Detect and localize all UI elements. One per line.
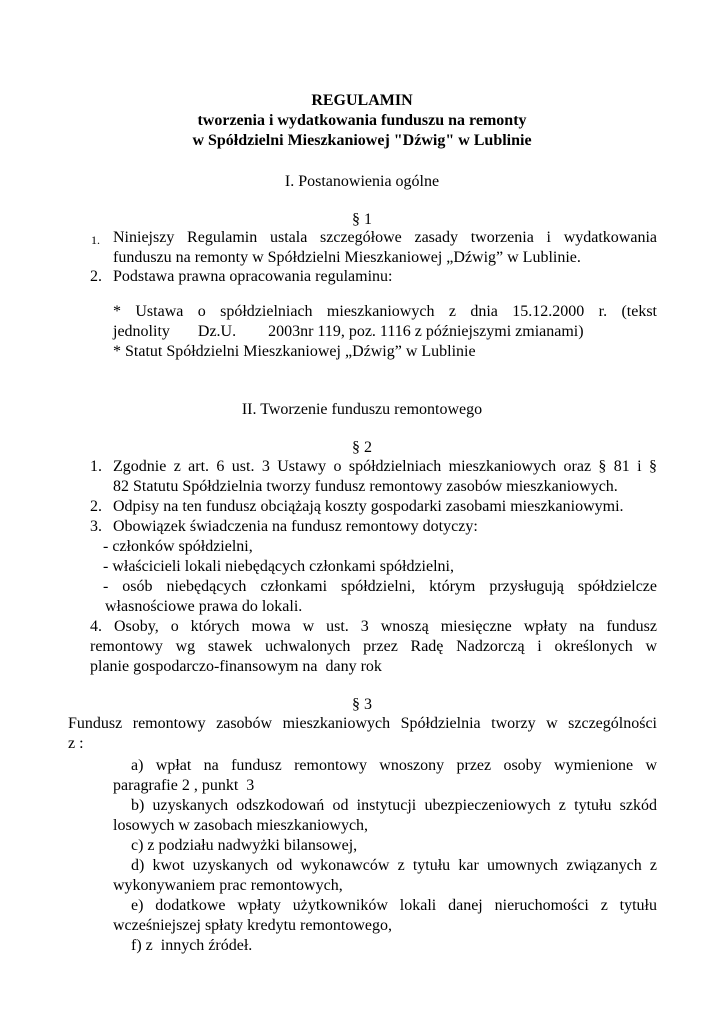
list-item-text: Obowiązek świadczenia na fundusz remontowy dotyczy: xyxy=(113,518,478,535)
list-item-text: wcześniejszej spłaty kredytu remontowego, xyxy=(113,917,393,934)
list-item-text: funduszu na remonty w Spółdzielni Mieszkaniowej „Dźwig” w Lublinie. xyxy=(113,249,581,266)
list-item-text: 4. Osoby, o których mowa w ust. 3 wnoszą miesięczne wpłaty na fundusz xyxy=(90,618,657,635)
paragraph-intro: Fundusz remontowy zasobów mieszkaniowych Spółdzielnia tworzy w szczególności xyxy=(68,715,657,732)
section-2-paragraph-sign: § 2 xyxy=(352,439,372,456)
legal-basis-line: * Statut Spółdzielni Mieszkaniowej „Dźwig” w Lublinie xyxy=(113,343,476,360)
document-title: REGULAMIN xyxy=(311,92,413,109)
list-item-text: remontowy wg stawek uchwalonych przez Radę Nadzorczą i określonych w xyxy=(90,638,657,655)
list-number: 2. xyxy=(90,498,102,515)
list-number: 1. xyxy=(91,233,100,247)
list-item-text: c) z podziału nadwyżki bilansowej, xyxy=(131,837,358,854)
list-number: 1. xyxy=(90,458,102,475)
paragraph-intro: z : xyxy=(68,735,84,752)
list-item-text: losowych w zasobach mieszkaniowych, xyxy=(113,817,369,834)
list-item-text: paragrafie 2 , punkt 3 xyxy=(113,777,255,794)
list-item-text: Niniejszy Regulamin ustala szczegółowe zasady tworzenia i wydatkowania xyxy=(113,229,657,246)
list-item-text: b) uzyskanych odszkodowań od instytucji ubezpieczeniowych z tytułu szkód xyxy=(131,797,657,814)
dash-item: własnościowe prawa do lokali. xyxy=(105,598,303,615)
list-item-text: f) z innych źródeł. xyxy=(131,937,253,954)
dash-item: - osób niebędących członkami spółdzielni, którym przysługują spółdzielcze xyxy=(103,578,657,595)
legal-basis-line: jednolity Dz.U. 2003nr 119, poz. 1116 z późniejszymi zmianami) xyxy=(113,323,584,340)
list-item-text: 82 Statutu Spółdzielnia tworzy fundusz remontowy zasobów mieszkaniowych. xyxy=(113,478,618,495)
document-subtitle-1: tworzenia i wydatkowania funduszu na remonty xyxy=(197,112,527,129)
list-item-text: a) wpłat na fundusz remontowy wnoszony przez osoby wymienione w xyxy=(131,757,657,774)
list-item-text: wykonywaniem prac remontowych, xyxy=(113,877,343,894)
list-number: 3. xyxy=(90,518,102,535)
list-item-text: planie gospodarczo-finansowym na dany rok xyxy=(90,658,382,675)
dash-item: - właścicieli lokali niebędących członkami spółdzielni, xyxy=(103,558,454,575)
document-subtitle-2: w Spółdzielni Mieszkaniowej "Dźwig" w Lublinie xyxy=(192,132,532,149)
list-number: 2. xyxy=(90,268,102,285)
list-item-text: Zgodnie z art. 6 ust. 3 Ustawy o spółdzielniach mieszkaniowych oraz § 81 i § xyxy=(113,458,657,475)
legal-basis-line: * Ustawa o spółdzielniach mieszkaniowych z dnia 15.12.2000 r. (tekst xyxy=(113,303,657,320)
list-item-text: d) kwot uzyskanych od wykonawców z tytułu kar umownych związanych z xyxy=(131,857,657,874)
dash-item: - członków spółdzielni, xyxy=(103,538,253,555)
section-1-paragraph-sign: § 1 xyxy=(352,211,372,228)
list-item-text: Podstawa prawna opracowania regulaminu: xyxy=(113,268,393,285)
section-3-paragraph-sign: § 3 xyxy=(352,696,372,713)
section-1-heading: I. Postanowienia ogólne xyxy=(284,173,440,190)
section-2-heading: II. Tworzenie funduszu remontowego xyxy=(241,401,483,418)
list-item-text: e) dodatkowe wpłaty użytkowników lokali danej nieruchomości z tytułu xyxy=(131,897,657,914)
list-item-text: Odpisy na ten fundusz obciążają koszty gospodarki zasobami mieszkaniowymi. xyxy=(113,498,624,515)
